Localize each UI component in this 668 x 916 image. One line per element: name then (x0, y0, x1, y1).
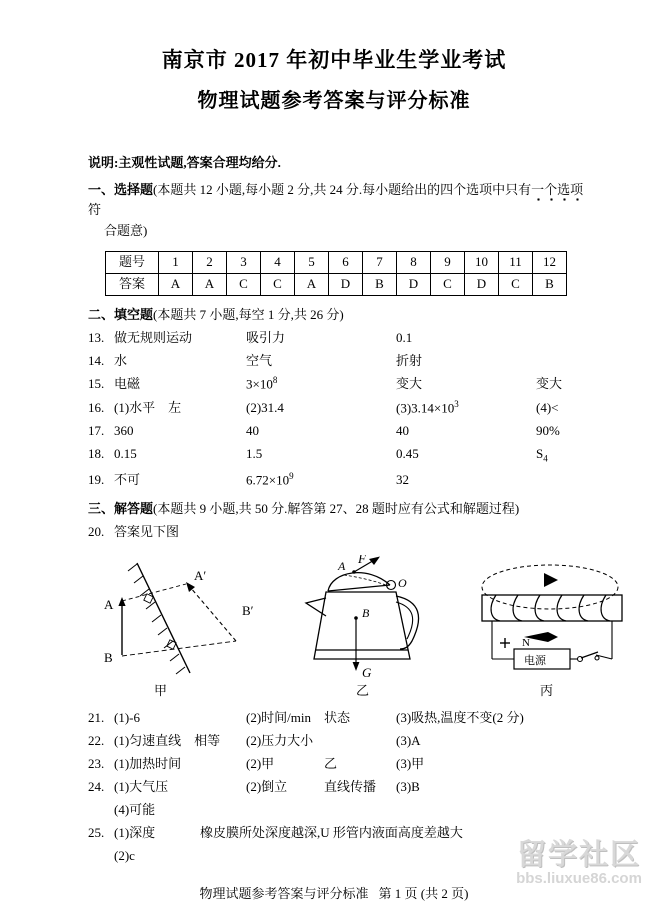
row-header-answer: 答案 (106, 273, 159, 295)
question-number-cell: 5 (295, 251, 329, 273)
item-number-spacer (88, 846, 114, 866)
label-B: B (104, 649, 113, 665)
answer-line-13 (88, 328, 584, 348)
section-2-desc: (本题共 7 小题,每空 1 分,共 26 分) (153, 306, 344, 322)
question-number-cell: 4 (261, 251, 295, 273)
answer-blank: 做无规则运动 (114, 329, 193, 345)
item-number: 22. (88, 732, 105, 748)
answer-blank: 水 (114, 353, 128, 369)
section-3-desc: (本题共 9 小题,共 50 分.解答第 27、28 题时应有公式和解题过程) (153, 501, 520, 517)
answer-line-20 (88, 522, 584, 542)
question-number-cell: 11 (499, 251, 533, 273)
footer-page-number: 第 1 页 (共 2 页) (378, 886, 469, 901)
item-number: 19. (88, 471, 105, 487)
table-row-question-numbers (106, 251, 567, 273)
page-footer (0, 883, 668, 902)
answer-part: (4)可能 (114, 802, 156, 818)
answer-part: (1)-6 (114, 709, 140, 725)
answer-blank (536, 351, 584, 371)
answer-cell: C (261, 273, 295, 295)
answer-blank (536, 470, 584, 490)
section-1-heading (88, 180, 584, 240)
answer-line-24 (88, 777, 584, 797)
figure-row (88, 555, 584, 705)
answer-blank: 不可 (114, 471, 141, 487)
answer-part: (1)大气压 (114, 778, 169, 794)
figure-bing-solenoid (466, 555, 646, 698)
label-A: A (104, 596, 114, 612)
figure-yi-kettle (284, 554, 464, 698)
item-number: 20. (88, 524, 105, 540)
answer-blank (246, 374, 396, 394)
question-number-cell: 3 (227, 251, 261, 273)
item-number: 18. (88, 446, 105, 462)
answer-blank: 电磁 (114, 376, 141, 392)
page-title: 南京市 2017 年初中毕业生学业考试 (161, 48, 507, 72)
answer-blank: 1.5 (246, 446, 263, 462)
item-number: 25. (88, 825, 105, 841)
answer-table (105, 251, 567, 296)
section-1-desc-a: (本题共 12 小题,每小题 2 分,共 24 分.每小题给出的四个选项中只有 (153, 182, 532, 198)
section-3-heading (88, 499, 584, 519)
answer-blank: 0.45 (396, 446, 419, 462)
answer-blank: 0.1 (396, 329, 413, 345)
answer-part: (3)B (396, 778, 420, 794)
mirror-diagram-svg (90, 555, 280, 680)
answer-cell: A (159, 273, 193, 295)
answer-part: (2)c (114, 848, 135, 864)
answer-blank: 0.15 (114, 446, 137, 462)
answer-blank: 变大 (396, 376, 423, 392)
question-number-cell: 10 (465, 251, 499, 273)
footer-title: 物理试题参考答案与评分标准 (199, 886, 369, 901)
figure-jia-mirror (90, 555, 280, 698)
answer-part: 状态 (324, 709, 351, 725)
label-O: O (398, 575, 407, 590)
question-number-cell: 12 (533, 251, 567, 273)
answer-part: (3)吸热,温度不变(2 分) (396, 709, 524, 725)
label-F: F (358, 554, 366, 566)
answer-part: (2)甲 (246, 755, 275, 771)
answer-line-19 (88, 470, 584, 490)
value-exponent: 8 (272, 375, 278, 386)
question-number-cell: 2 (193, 251, 227, 273)
item-number: 15. (88, 376, 105, 392)
answer-part (324, 731, 396, 751)
answer-cell: B (533, 273, 567, 295)
value-base: S (536, 446, 544, 462)
label-power-source: 电源 (524, 654, 546, 667)
kettle-diagram-svg (284, 555, 464, 680)
item-number: 13. (88, 329, 105, 345)
answer-text: 答案见下图 (114, 524, 180, 540)
answer-blank (246, 470, 396, 490)
label-A: A (338, 558, 346, 573)
answer-cell: C (227, 273, 261, 295)
question-number-cell: 6 (329, 251, 363, 273)
answer-part: (2)压力大小 (246, 732, 314, 748)
figure-yi-caption: 乙 (356, 682, 370, 698)
section-3-title: 三、解答题 (88, 501, 154, 517)
document-page (0, 48, 668, 916)
answer-blank: 空气 (246, 353, 273, 369)
answer-blank (536, 328, 584, 348)
section-1-desc-b: 符 (88, 202, 102, 218)
answer-part: (1)匀速直线 相等 (114, 732, 221, 748)
answer-line-15 (88, 374, 584, 394)
answer-blank: 折射 (396, 353, 423, 369)
question-number-cell: 7 (363, 251, 397, 273)
answer-part: (3)A (396, 732, 421, 748)
item-number: 14. (88, 353, 105, 369)
instruction-note: 说明:主观性试题,答案合理均给分. (88, 155, 281, 171)
item-number: 23. (88, 755, 105, 771)
answer-blank: 变大 (536, 376, 563, 392)
figure-bing-caption: 丙 (540, 682, 554, 698)
item-number: 17. (88, 423, 105, 439)
label-A-prime: A′ (194, 567, 207, 583)
answer-line-25 (88, 823, 584, 843)
answer-part: 橡皮膜所处深度越深,U 形管内液面高度差越大 (200, 825, 463, 841)
answer-part: (2)时间/min (246, 709, 311, 725)
item-number: 24. (88, 778, 105, 794)
solenoid-diagram-svg (466, 555, 646, 680)
answer-blank: 360 (114, 423, 134, 439)
answer-part: (2)倒立 (246, 778, 288, 794)
answer-part: 直线传播 (324, 778, 377, 794)
value-base: 3×10 (246, 376, 273, 392)
answer-blank: (4)< (536, 399, 559, 415)
page-subtitle: 物理试题参考答案与评分标准 (197, 90, 471, 113)
answer-cell: A (193, 273, 227, 295)
answer-table-wrapper (88, 251, 584, 296)
question-number-cell: 1 (159, 251, 193, 273)
watermark-url: bbs.liuxue86.com (516, 870, 642, 887)
answer-line-14 (88, 351, 584, 371)
section-2-heading (88, 305, 584, 325)
answer-line-25-part2 (88, 846, 584, 866)
value-base: 6.72×10 (246, 472, 290, 488)
table-row-answers (106, 273, 567, 295)
label-B: B (362, 605, 370, 620)
answer-cell: D (397, 273, 431, 295)
label-B-prime: B′ (242, 602, 254, 618)
section-1-desc-line2: 合题意) (104, 222, 148, 238)
value-exponent: 3 (454, 398, 459, 409)
item-number: 16. (88, 399, 105, 415)
value-base: (3)3.14×10 (396, 399, 455, 415)
answer-blank: 90% (536, 423, 560, 439)
answer-line-18 (88, 444, 584, 467)
answer-blank: 32 (396, 471, 409, 487)
watermark-title: 留学社区 (516, 839, 641, 871)
answer-cell: A (295, 273, 329, 295)
answer-line-21 (88, 708, 584, 728)
answer-blank: 40 (246, 423, 259, 439)
answer-blank (396, 398, 536, 418)
answer-blank: (1)水平 左 (114, 399, 182, 415)
value-subscript: 4 (543, 453, 548, 464)
value-exponent: 9 (289, 470, 294, 481)
answer-line-23 (88, 754, 584, 774)
label-G: G (362, 664, 372, 680)
label-N: N (522, 636, 530, 649)
item-number: 21. (88, 709, 105, 725)
answer-cell: C (431, 273, 465, 295)
answer-blank: (2)31.4 (246, 399, 284, 415)
answer-part: 乙 (324, 755, 338, 771)
question-number-cell: 8 (397, 251, 431, 273)
answer-line-22 (88, 731, 584, 751)
answer-cell: D (465, 273, 499, 295)
answer-line-24-part4 (88, 800, 584, 820)
question-number-cell: 9 (431, 251, 465, 273)
answer-cell: B (363, 273, 397, 295)
answer-cell: C (499, 273, 533, 295)
answer-blank: 40 (396, 423, 409, 439)
section-1-title: 一、选择题 (88, 182, 154, 198)
answer-blank (536, 444, 584, 467)
answer-blank: 吸引力 (246, 329, 286, 345)
row-header-question: 题号 (106, 251, 159, 273)
figure-jia-caption: 甲 (154, 682, 168, 698)
section-2-title: 二、填空题 (88, 306, 154, 322)
answer-part: (1)深度 (114, 825, 156, 841)
answer-part: (3)甲 (396, 755, 425, 771)
item-number-spacer (88, 800, 114, 820)
answer-part: (1)加热时间 (114, 755, 182, 771)
document-body (88, 153, 584, 866)
answer-line-17 (88, 421, 584, 441)
answer-cell: D (329, 273, 363, 295)
section-1-emphasis: 一个选项 (531, 182, 584, 198)
answer-line-16 (88, 398, 584, 418)
